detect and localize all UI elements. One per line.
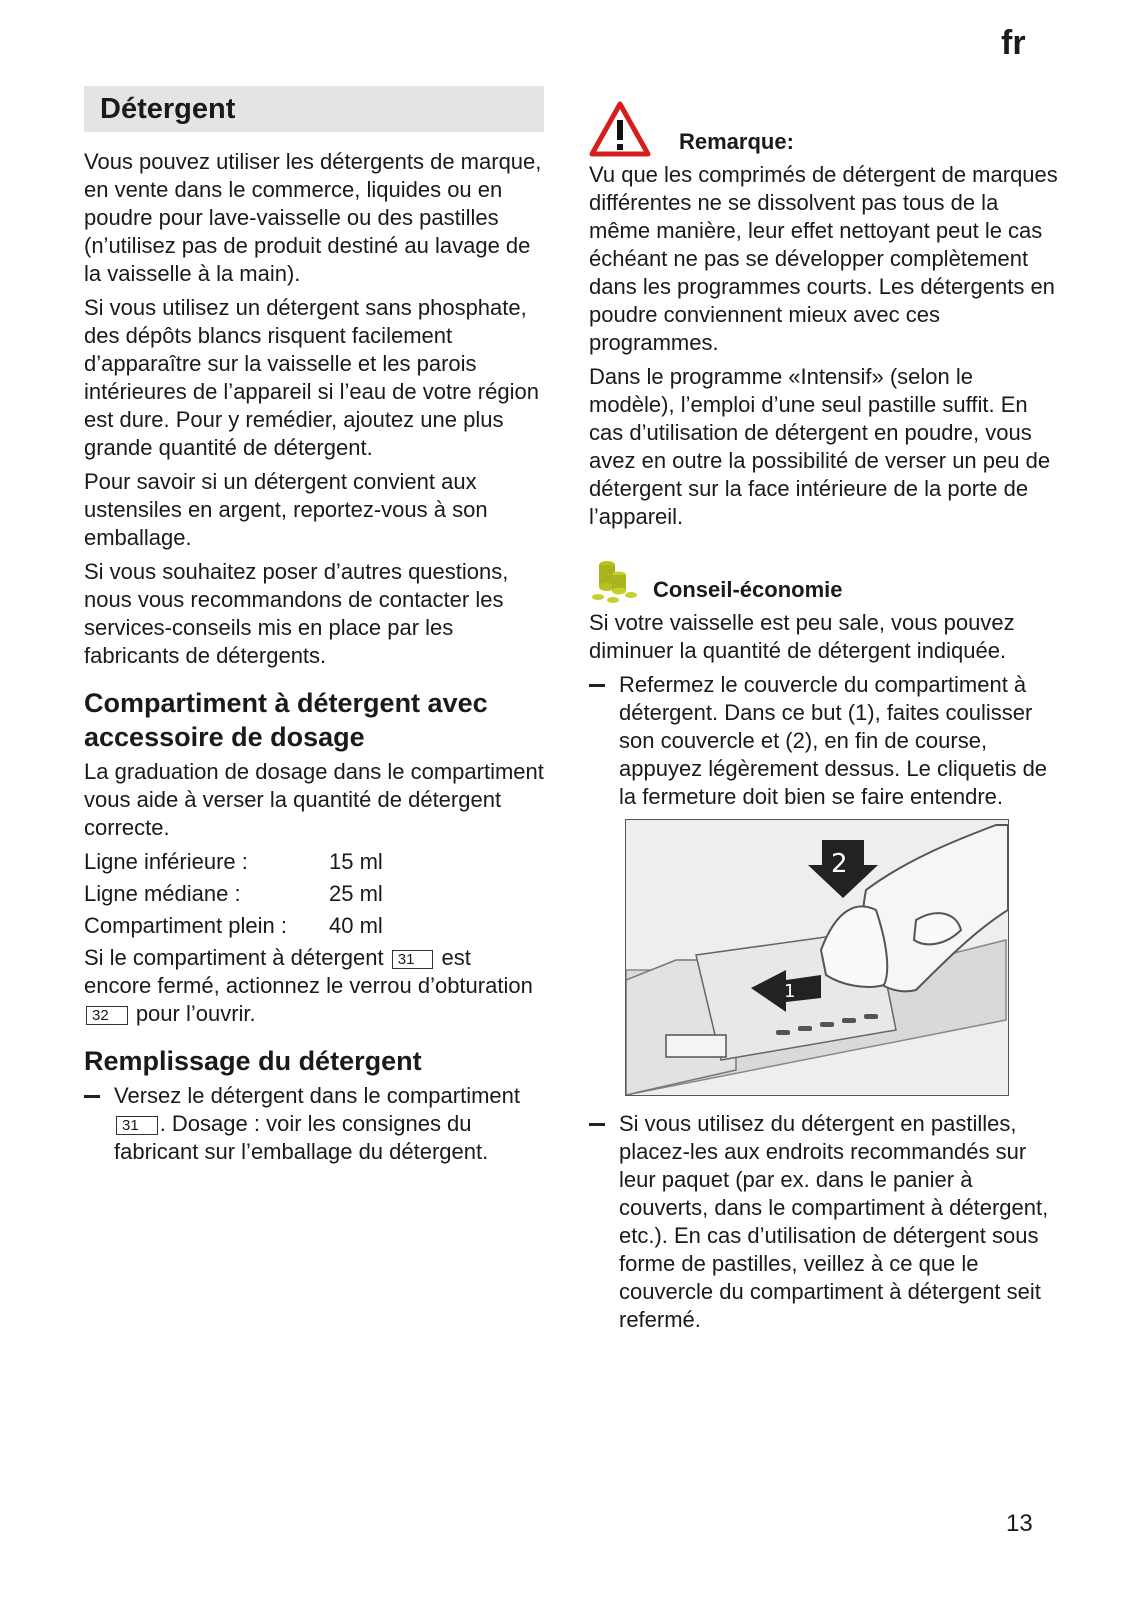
list-item bbox=[84, 1082, 544, 1166]
dash-bullet bbox=[589, 671, 619, 811]
paragraph: Vu que les comprimés de détergent de marques différentes ne se dissolvent pas tous de la même manière, leur effet nettoyant peut le cas échéant ne pas se développer complètement dans les programmes courts. Les détergents en poudre conviennent mieux avec ces programmes. bbox=[589, 162, 1058, 355]
paragraph: Pour savoir si un détergent convient aux ustensiles en argent, reportez-vous à son emballage. bbox=[84, 469, 488, 550]
spec-label: Compartiment plein : bbox=[84, 913, 287, 938]
spec-value: 15 ml bbox=[329, 849, 383, 874]
spec-label: Ligne médiane : bbox=[84, 881, 241, 906]
text-run: pour l’ouvrir. bbox=[135, 1001, 256, 1026]
spec-label: Ligne inférieure : bbox=[84, 849, 248, 874]
paragraph bbox=[84, 944, 544, 1028]
text-run: . Dosage : voir les consignes du fabricant sur l’emballage du détergent. bbox=[114, 1111, 489, 1164]
compartment-illustration bbox=[626, 820, 1008, 1095]
language-label: fr bbox=[1001, 24, 1026, 62]
page-number: 13 bbox=[1006, 1510, 1033, 1537]
spec-value: 25 ml bbox=[329, 881, 383, 906]
list-item bbox=[589, 1110, 1059, 1334]
spec-value: 40 ml bbox=[329, 913, 383, 938]
text-run: Versez le détergent dans le compartiment bbox=[114, 1083, 521, 1108]
note-header bbox=[589, 95, 1059, 157]
section-heading: Remplissage du détergent bbox=[84, 1046, 422, 1076]
paragraph: La graduation de dosage dans le compartiment vous aide à verser la quantité de détergent correcte. bbox=[84, 759, 544, 840]
paragraph: Dans le programme «Intensif» (selon le modèle), l’emploi d’une seul pastille suffit. En cas d’utilisation de détergent en poudre, vous avez en outre la possibilité de verser un peu de détergent sur la face intérieure de la porte de l’appareil. bbox=[589, 364, 1051, 529]
coins-icon bbox=[589, 557, 639, 605]
list-item bbox=[589, 671, 1059, 811]
spec-row bbox=[84, 880, 544, 908]
note-label: Remarque: bbox=[679, 129, 794, 154]
dash-bullet bbox=[589, 1110, 619, 1334]
dash-bullet bbox=[84, 1082, 114, 1166]
eco-label: Conseil-économie bbox=[653, 577, 843, 602]
paragraph: Si votre vaisselle est peu sale, vous pouvez diminuer la quantité de détergent indiquée. bbox=[589, 610, 1015, 663]
illustration-compartment bbox=[625, 819, 1009, 1096]
text-run: Si le compartiment à détergent bbox=[84, 945, 384, 970]
reference-box: 31 bbox=[116, 1116, 158, 1135]
reference-box: 32 bbox=[86, 1006, 128, 1025]
eco-header bbox=[589, 549, 1059, 605]
section-title-band bbox=[84, 86, 544, 132]
figure-step-1-label: 1 bbox=[784, 981, 796, 1002]
spec-row bbox=[84, 912, 544, 940]
left-column bbox=[84, 86, 544, 1172]
list-item-text: Refermez le couvercle du compartiment à détergent. Dans ce but (1), faites coulisser son couvercle et (2), en fin de course, appuyez légèrement dessus. Le cliquetis de la fermeture doit bien se faire entendre. bbox=[619, 672, 1048, 809]
list-item-text: Si vous utilisez du détergent en pastilles, placez-les aux endroits recommandés sur leur paquet (par ex. dans le panier à couverts, dans le compartiment à détergent, etc.). En cas d’utilisation de détergent sous forme de pastilles, veillez à ce que le couvercle du compartiment à détergent seit refermé. bbox=[619, 1111, 1049, 1332]
page-title: Détergent bbox=[100, 92, 236, 125]
right-column bbox=[589, 95, 1059, 1340]
list-item-text bbox=[114, 1082, 544, 1166]
section-heading: Compartiment à détergent avec accessoire de dosage bbox=[84, 688, 488, 752]
paragraph: Si vous souhaitez poser d’autres questions, nous vous recommandons de contacter les services-conseils mis en place par les fabricants de détergents. bbox=[84, 559, 509, 668]
paragraph: Vous pouvez utiliser les détergents de marque, en vente dans le commerce, liquides ou en poudre pour lave-vaisselle ou des pastilles (n’utilisez pas de produit destiné au lavage de la vaisselle à la main). bbox=[84, 149, 542, 286]
spec-row bbox=[84, 848, 544, 876]
paragraph: Si vous utilisez un détergent sans phosphate, des dépôts blancs risquent facilement d’apparaître sur la vaisselle et les parois intérieures de l’appareil si l’eau de votre région est dure. Pour y remédier, ajoutez une plus grande quantité de détergent. bbox=[84, 295, 539, 460]
warning-icon bbox=[589, 101, 651, 157]
reference-box: 31 bbox=[392, 950, 434, 969]
figure-step-2-label: 2 bbox=[831, 849, 848, 879]
text-run: est encore fermé, actionnez le verrou d’obturation bbox=[84, 945, 533, 998]
